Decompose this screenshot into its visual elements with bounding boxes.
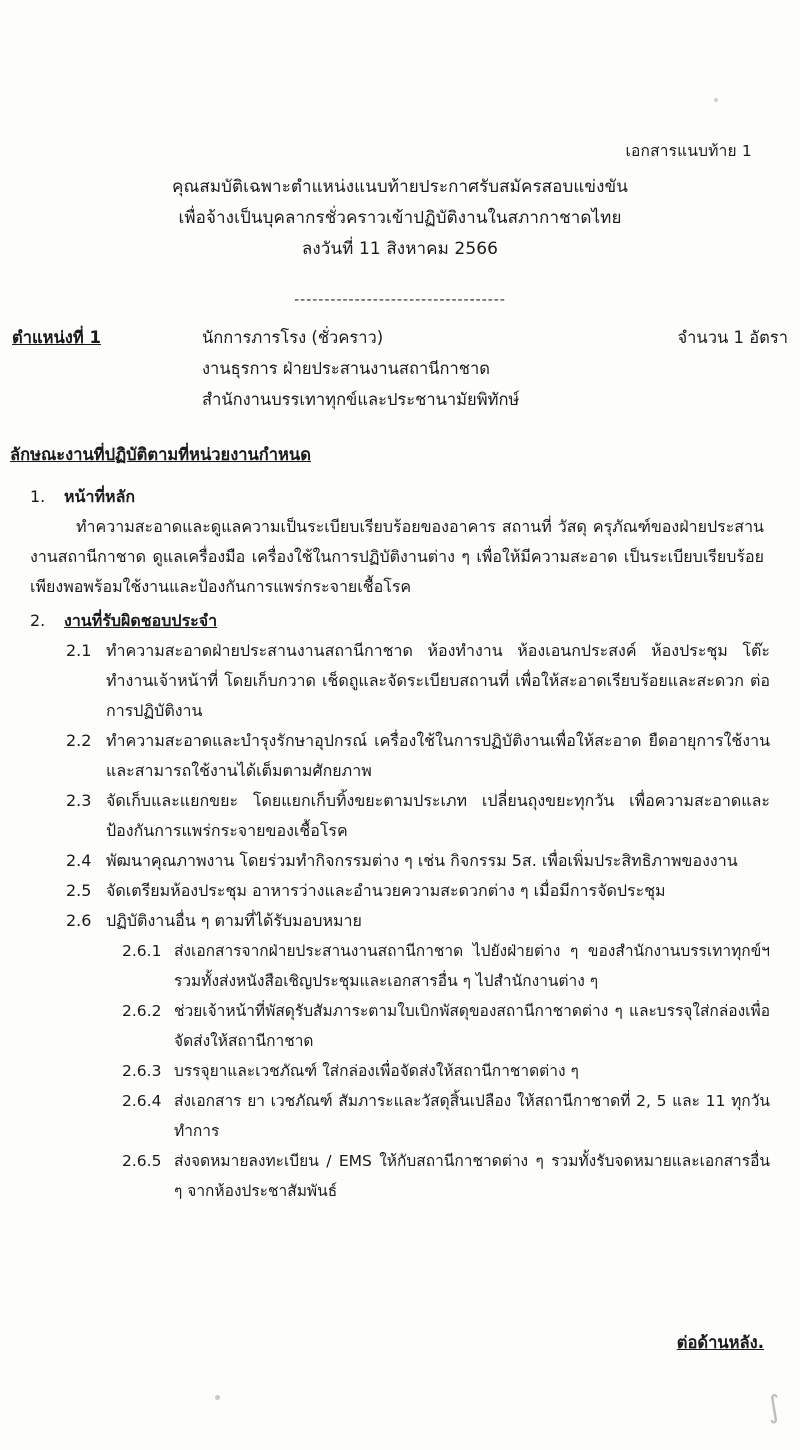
subitem-2-1 bbox=[66, 636, 770, 726]
heading-line-1: คุณสมบัติเฉพาะตำแหน่งแนบท้ายประกาศรับสมัครสอบแข่งขัน bbox=[172, 177, 628, 197]
attachment-label: เอกสารแนบท้าย 1 bbox=[625, 142, 752, 160]
subitem-2-3 bbox=[66, 786, 770, 846]
subsubitem-2-6-1-text: ส่งเอกสารจากฝ่ายประสานงานสถานีกาชาด ไปยังฝ่ายต่าง ๆ ของสำนักงานบรรเทาทุกข์ฯ รวมทั้งส่งหนังสือเชิญประชุมและเอกสารอื่น ๆ ไปสำนักงานต่าง ๆ bbox=[174, 942, 770, 990]
subsubitem-2-6-4 bbox=[122, 1086, 770, 1146]
subitem-2-2-number: 2.2 bbox=[66, 731, 92, 750]
subitem-2-6-text: ปฏิบัติงานอื่น ๆ ตามที่ได้รับมอบหมาย bbox=[106, 911, 362, 930]
subitem-2-5-text: จัดเตรียมห้องประชุม อาหารว่างและอำนวยความสะดวกต่าง ๆ เมื่อมีการจัดประชุม bbox=[106, 881, 666, 900]
subsubitem-2-6-3-text: บรรจุยาและเวชภัณฑ์ ใส่กล่องเพื่อจัดส่งให้สถานีกาชาดต่าง ๆ bbox=[174, 1062, 579, 1080]
subitem-2-4-number: 2.4 bbox=[66, 851, 92, 870]
heading-line-3: ลงวันที่ 11 สิงหาคม 2566 bbox=[301, 239, 499, 259]
subitem-2-6 bbox=[66, 906, 770, 936]
item-1-number: 1. bbox=[30, 487, 46, 506]
signature-mark: ∫ bbox=[762, 1388, 786, 1427]
heading-divider: ----------------------------------- bbox=[294, 292, 506, 308]
position-division: งานธุรการ ฝ่ายประสานงานสถานีกาชาด bbox=[202, 359, 490, 378]
subitem-2-1-text: ทำความสะอาดฝ่ายประสานงานสถานีกาชาด ห้องทำงาน ห้องเอนกประสงค์ ห้องประชุม โต๊ะทำงานเจ้าหน้าที่ โดยเก็บกวาด เช็ดถูและจัดระเบียบสถานที่ เพื่อให้สะอาดเรียบร้อยและสะดวก ต่อการปฏิบัติงาน bbox=[106, 641, 770, 720]
subsubitem-2-6-2-number: 2.6.2 bbox=[122, 1002, 162, 1020]
document-body bbox=[0, 478, 800, 1206]
subsubitem-2-6-1 bbox=[122, 936, 770, 996]
item-2-number: 2. bbox=[30, 611, 46, 630]
position-office: สำนักงานบรรเทาทุกข์และประชานามัยพิทักษ์ bbox=[202, 390, 520, 409]
subsubitem-2-6-2-text: ช่วยเจ้าหน้าที่พัสดุรับสัมภาระตามใบเบิกพัสดุของสถานีกาชาดต่าง ๆ และบรรจุใส่กล่องเพื่อจัดส่งให้สถานีกาชาด bbox=[174, 1002, 770, 1050]
scan-artifact-speck bbox=[215, 1395, 220, 1400]
document-heading bbox=[0, 172, 800, 265]
item-2-title: งานที่รับผิดชอบประจำ bbox=[64, 611, 218, 630]
item-2-heading bbox=[30, 606, 800, 636]
footer-note: ต่อด้านหลัง. bbox=[676, 1333, 764, 1352]
position-label: ตำแหน่งที่ 1 bbox=[12, 328, 101, 347]
subsubitem-2-6-3-number: 2.6.3 bbox=[122, 1062, 162, 1080]
subsubitem-2-6-1-number: 2.6.1 bbox=[122, 942, 162, 960]
position-name: นักการภารโรง (ชั่วคราว) bbox=[202, 328, 384, 347]
scan-artifact-dot bbox=[714, 98, 718, 102]
item-1-paragraph: ทำความสะอาดและดูแลความเป็นระเบียบเรียบร้อยของอาคาร สถานที่ วัสดุ ครุภัณฑ์ของฝ่ายประสานงานสถานีกาชาด ดูแลเครื่องมือ เครื่องใช้ในการปฏิบัติงานต่าง ๆ เพื่อให้มีความสะอาด เป็นระเบียบเรียบร้อย เพียงพอพร้อมใช้งานและป้องกันการแพร่กระจายเชื้อโรค bbox=[30, 517, 764, 596]
item-1-heading bbox=[30, 482, 800, 512]
subitem-2-5 bbox=[66, 876, 770, 906]
section-title: ลักษณะงานที่ปฏิบัติตามที่หน่วยงานกำหนด bbox=[10, 445, 311, 464]
subsubitem-2-6-5-number: 2.6.5 bbox=[122, 1152, 162, 1170]
subitem-2-5-number: 2.5 bbox=[66, 881, 92, 900]
subitem-2-2-text: ทำความสะอาดและบำรุงรักษาอุปกรณ์ เครื่องใช้ในการปฏิบัติงานเพื่อให้สะอาด ยืดอายุการใช้งาน และสามารถใช้งานได้เต็มตามศักยภาพ bbox=[106, 731, 770, 780]
subitem-2-6-number: 2.6 bbox=[66, 911, 92, 930]
subitem-2-2 bbox=[66, 726, 770, 786]
position-amount: จำนวน 1 อัตรา bbox=[677, 328, 788, 347]
subsubitem-2-6-4-text: ส่งเอกสาร ยา เวชภัณฑ์ สัมภาระและวัสดุสิ้นเปลือง ให้สถานีกาชาดที่ 2, 5 และ 11 ทุกวันทำการ bbox=[174, 1092, 770, 1140]
subsubitem-2-6-5 bbox=[122, 1146, 770, 1206]
subitem-2-1-number: 2.1 bbox=[66, 641, 92, 660]
subsubitem-2-6-2 bbox=[122, 996, 770, 1056]
subitem-2-4 bbox=[66, 846, 770, 876]
subitem-2-3-text: จัดเก็บและแยกขยะ โดยแยกเก็บทิ้งขยะตามประเภท เปลี่ยนถุงขยะทุกวัน เพื่อความสะอาดและป้องกันการแพร่กระจายของเชื้อโรค bbox=[106, 791, 770, 840]
subitem-2-4-text: พัฒนาคุณภาพงาน โดยร่วมทำกิจกรรมต่าง ๆ เช่น กิจกรรม 5ส. เพื่อเพิ่มประสิทธิภาพของงาน bbox=[106, 851, 738, 870]
subitem-2-3-number: 2.3 bbox=[66, 791, 92, 810]
subsubitem-2-6-3 bbox=[122, 1056, 770, 1086]
subsubitem-2-6-5-text: ส่งจดหมายลงทะเบียน / EMS ให้กับสถานีกาชาดต่าง ๆ รวมทั้งรับจดหมายและเอกสารอื่น ๆ จากห้องประชาสัมพันธ์ bbox=[174, 1152, 770, 1200]
item-1-title: หน้าที่หลัก bbox=[64, 487, 136, 506]
heading-line-2: เพื่อจ้างเป็นบุคลากรชั่วคราวเข้าปฏิบัติงานในสภากาชาดไทย bbox=[178, 208, 622, 228]
subsubitem-2-6-4-number: 2.6.4 bbox=[122, 1092, 162, 1110]
